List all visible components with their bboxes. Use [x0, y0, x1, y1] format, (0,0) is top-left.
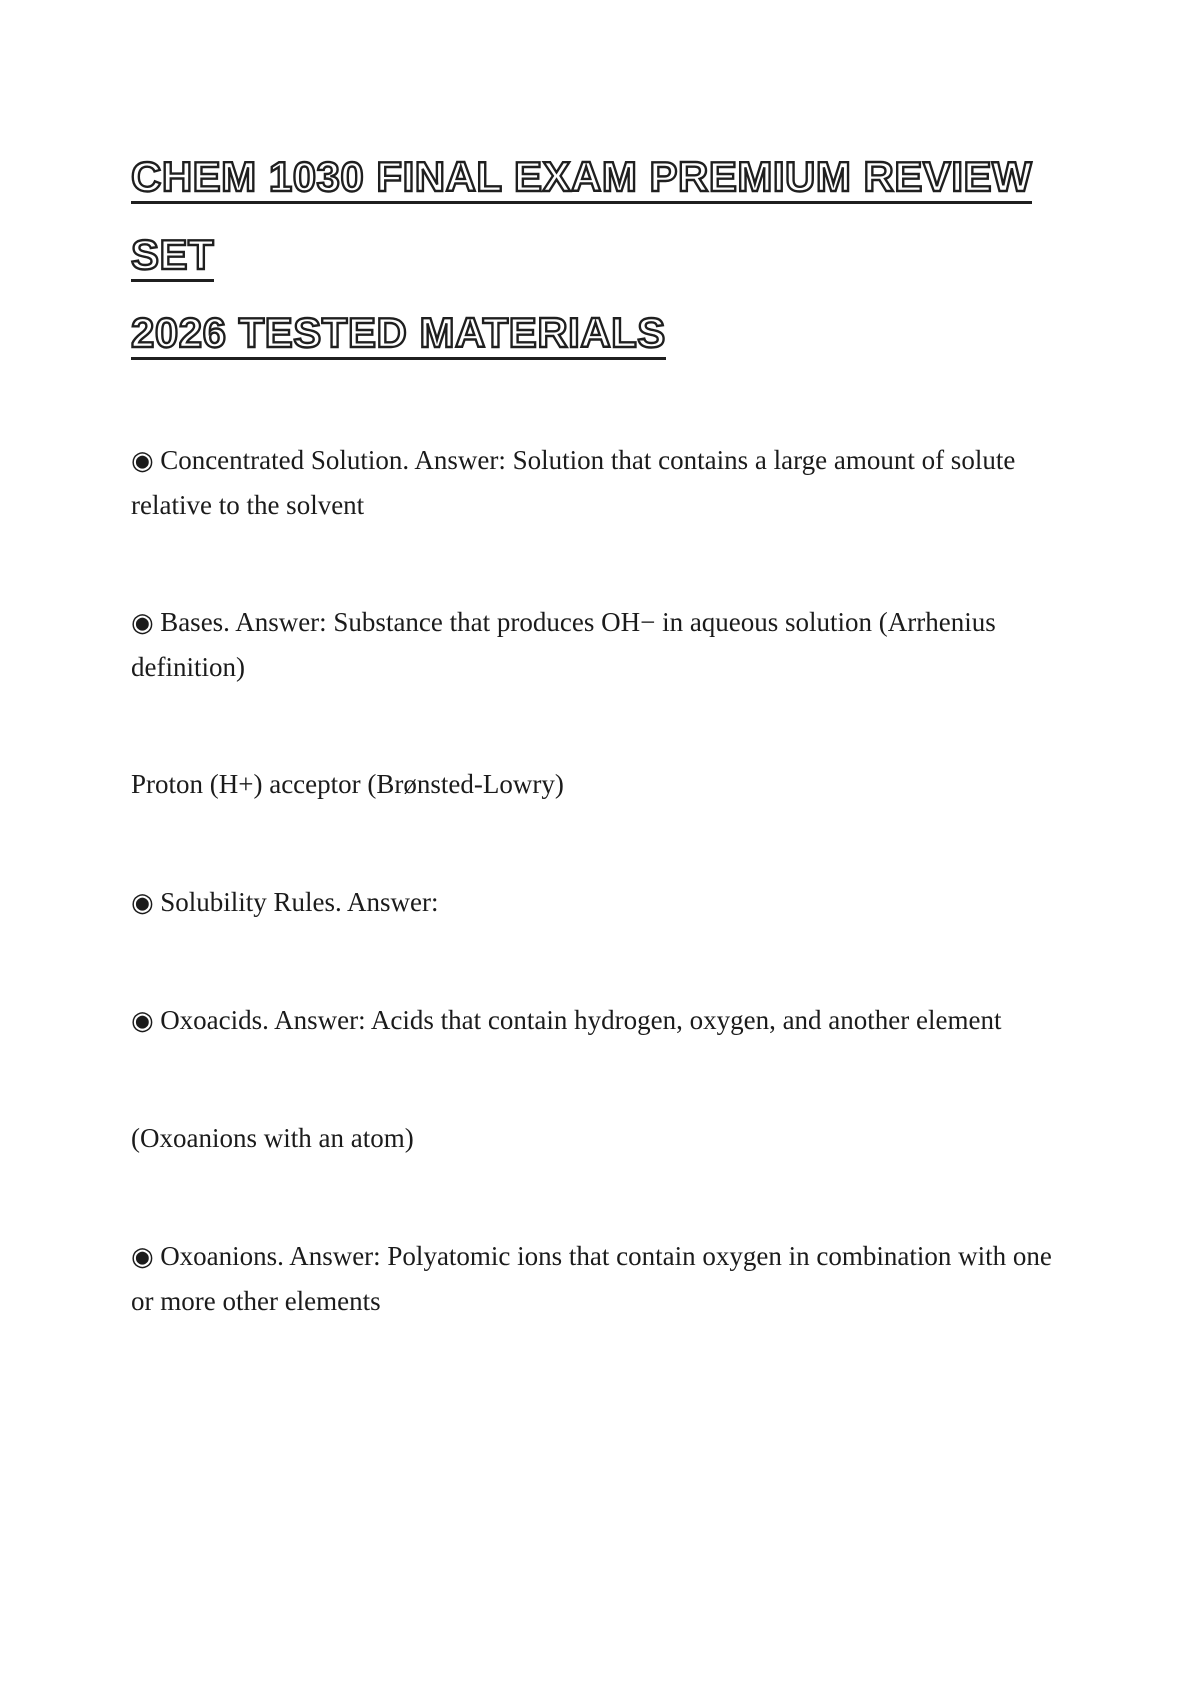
fisheye-bullet-icon: ◉ [131, 1006, 161, 1035]
paragraph-text: Bases. Answer: Substance that produces OH− in aqueous solution (Arrhenius definition) [131, 607, 996, 682]
paragraph-text: Proton (H+) acceptor (Brønsted-Lowry) [131, 769, 564, 799]
paragraph-text: Solubility Rules. Answer: [160, 887, 439, 917]
flashcard-paragraph [131, 438, 1070, 527]
paragraph-text: Oxoacids. Answer: Acids that contain hydrogen, oxygen, and another element [160, 1005, 1002, 1035]
page-title [131, 138, 1070, 372]
fisheye-bullet-icon: ◉ [131, 608, 161, 637]
page-title-line-2: 2026 TESTED MATERIALS [131, 309, 666, 360]
fisheye-bullet-icon: ◉ [131, 1242, 161, 1271]
paragraph-text: (Oxoanions with an atom) [131, 1123, 414, 1153]
page-title-line-1: CHEM 1030 FINAL EXAM PREMIUM REVIEW SET [131, 153, 1032, 282]
flashcard-paragraph [131, 998, 1070, 1043]
flashcard-paragraph [131, 762, 1070, 807]
flashcard-paragraph [131, 880, 1070, 925]
fisheye-bullet-icon: ◉ [131, 888, 161, 917]
flashcard-paragraph [131, 1234, 1070, 1323]
flashcard-paragraph [131, 600, 1070, 689]
paragraph-text: Oxoanions. Answer: Polyatomic ions that contain oxygen in combination with one or more other elements [131, 1241, 1052, 1316]
flashcard-paragraph [131, 1116, 1070, 1161]
paragraph-text: Concentrated Solution. Answer: Solution that contains a large amount of solute relative to the solvent [131, 445, 1016, 520]
fisheye-bullet-icon: ◉ [131, 446, 161, 475]
